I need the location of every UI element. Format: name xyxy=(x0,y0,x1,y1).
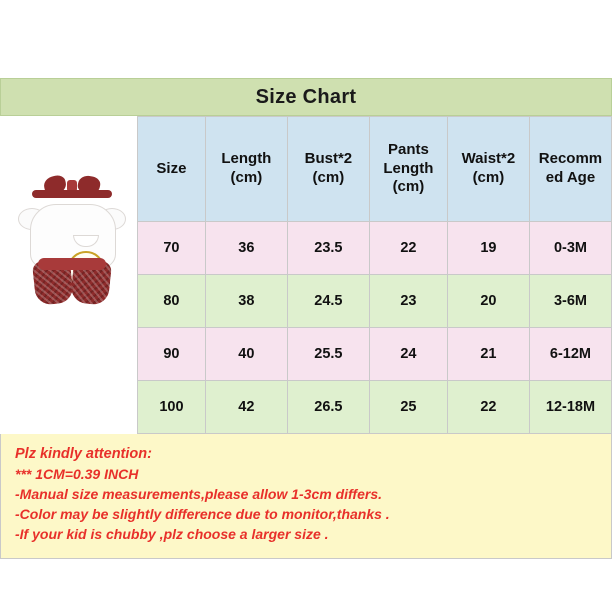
cell-bust: 24.5 xyxy=(287,275,369,328)
table-row xyxy=(138,381,612,434)
shorts xyxy=(34,260,110,306)
baby-outfit-illustration xyxy=(18,176,126,326)
chart-body xyxy=(0,116,612,434)
cell-waist: 21 xyxy=(447,328,529,381)
note-line-sizing: -If your kid is chubby ,plz choose a larger size . xyxy=(15,526,329,542)
column-header-length: Length (cm) xyxy=(205,117,287,222)
shorts-waistband xyxy=(38,258,106,270)
cell-size: 70 xyxy=(138,222,206,275)
cell-size: 90 xyxy=(138,328,206,381)
size-table xyxy=(137,116,612,434)
cell-age: 0-3M xyxy=(529,222,611,275)
size-table-panel xyxy=(137,116,612,434)
cell-size: 100 xyxy=(138,381,206,434)
cell-length: 42 xyxy=(205,381,287,434)
table-header-row xyxy=(138,117,612,222)
column-header-age: Recomm ed Age xyxy=(529,117,611,222)
cell-bust: 26.5 xyxy=(287,381,369,434)
column-header-bust: Bust*2 (cm) xyxy=(287,117,369,222)
cell-bust: 25.5 xyxy=(287,328,369,381)
chart-title-bar xyxy=(0,78,612,116)
cell-length: 36 xyxy=(205,222,287,275)
table-row xyxy=(138,275,612,328)
cell-length: 40 xyxy=(205,328,287,381)
cell-pants-length: 24 xyxy=(369,328,447,381)
column-header-waist: Waist*2 (cm) xyxy=(447,117,529,222)
cell-pants-length: 23 xyxy=(369,275,447,328)
size-chart-container xyxy=(0,78,612,559)
cell-pants-length: 25 xyxy=(369,381,447,434)
note-line-measurement: -Manual size measurements,please allow 1-3cm differs. xyxy=(15,486,383,502)
cell-bust: 23.5 xyxy=(287,222,369,275)
table-row xyxy=(138,222,612,275)
attention-notes xyxy=(0,434,612,559)
cell-waist: 20 xyxy=(447,275,529,328)
product-image-panel xyxy=(0,116,137,434)
page-title: Size Chart xyxy=(255,85,357,108)
romper-neckline xyxy=(73,235,99,247)
note-line-color: -Color may be slightly difference due to monitor,thanks . xyxy=(15,506,390,522)
column-header-size: Size xyxy=(138,117,206,222)
cell-pants-length: 22 xyxy=(369,222,447,275)
column-header-pants-length: Pants Length (cm) xyxy=(369,117,447,222)
cell-age: 12-18M xyxy=(529,381,611,434)
headband xyxy=(32,190,112,198)
size-table-body xyxy=(138,222,612,434)
cell-age: 6-12M xyxy=(529,328,611,381)
size-table-header xyxy=(138,117,612,222)
cell-length: 38 xyxy=(205,275,287,328)
note-heading: Plz kindly attention: xyxy=(15,446,152,462)
cell-waist: 22 xyxy=(447,381,529,434)
cell-age: 3-6M xyxy=(529,275,611,328)
note-line-conversion: *** 1CM=0.39 INCH xyxy=(15,466,139,482)
cell-size: 80 xyxy=(138,275,206,328)
cell-waist: 19 xyxy=(447,222,529,275)
table-row xyxy=(138,328,612,381)
